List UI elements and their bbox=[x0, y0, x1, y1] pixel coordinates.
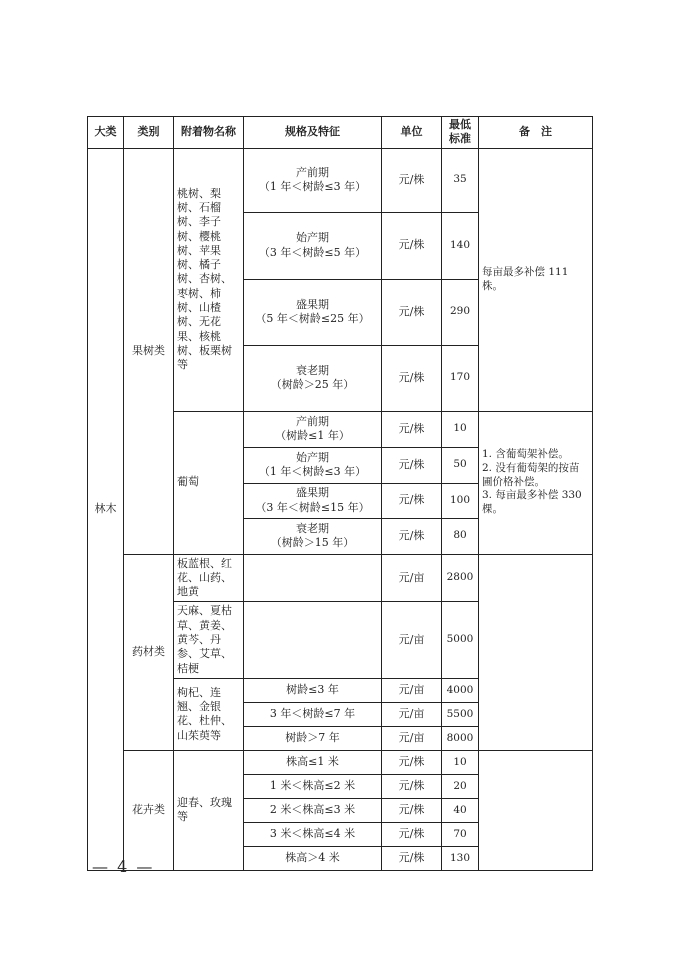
unit-cell: 元/株 bbox=[382, 846, 442, 870]
header-min-standard bbox=[442, 117, 479, 149]
spec-stage: 始产期 bbox=[296, 231, 329, 245]
spec-stage: 产前期 bbox=[296, 414, 329, 428]
value-cell: 170 bbox=[442, 345, 479, 411]
header-spec: 规格及特征 bbox=[244, 117, 382, 149]
spec-stage: 产前期 bbox=[296, 165, 329, 179]
remark-flowers bbox=[479, 750, 593, 870]
value-cell: 290 bbox=[442, 279, 479, 345]
unit-cell: 元/亩 bbox=[382, 702, 442, 726]
value-cell: 20 bbox=[442, 774, 479, 798]
value-cell: 130 bbox=[442, 846, 479, 870]
header-unit: 单位 bbox=[382, 117, 442, 149]
spec-stage: 衰老期 bbox=[296, 521, 329, 535]
major-category: 林木 bbox=[88, 148, 124, 870]
spec-stage: 始产期 bbox=[296, 450, 329, 464]
value-cell: 10 bbox=[442, 750, 479, 774]
table-row bbox=[88, 148, 593, 212]
header-item: 附着物名称 bbox=[174, 117, 244, 149]
unit-cell: 元/株 bbox=[382, 345, 442, 411]
unit-cell: 元/株 bbox=[382, 148, 442, 212]
header-row bbox=[88, 117, 593, 149]
table-row bbox=[88, 554, 593, 602]
spec-range: （1 年＜树龄≤3 年） bbox=[258, 180, 367, 194]
spec-cell: 3 米＜株高≤4 米 bbox=[244, 822, 382, 846]
category-flowers: 花卉类 bbox=[124, 750, 174, 870]
fruit-item-1: 桃树、梨树、石榴树、李子树、樱桃树、苹果树、橘子树、杏树、枣树、柿树、山楂树、无花果、核桃树、板栗树等 bbox=[174, 148, 244, 411]
spec-cell: 株高≤1 米 bbox=[244, 750, 382, 774]
value-cell: 80 bbox=[442, 518, 479, 554]
value-cell: 10 bbox=[442, 411, 479, 447]
value-cell: 2800 bbox=[442, 554, 479, 602]
value-cell: 8000 bbox=[442, 726, 479, 750]
remark-line: 2. 没有葡萄架的按苗圃价格补偿。 bbox=[482, 462, 580, 488]
herb-item-3: 枸杞、连翘、金银花、杜仲、山茱萸等 bbox=[174, 678, 244, 750]
value-cell: 100 bbox=[442, 483, 479, 518]
unit-cell: 元/亩 bbox=[382, 726, 442, 750]
spec-range: （1 年＜树龄≤3 年） bbox=[258, 465, 367, 479]
header-category: 类别 bbox=[124, 117, 174, 149]
unit-cell: 元/株 bbox=[382, 822, 442, 846]
header-major: 大类 bbox=[88, 117, 124, 149]
value-cell: 5500 bbox=[442, 702, 479, 726]
spec-stage: 盛果期 bbox=[296, 486, 329, 500]
unit-cell: 元/株 bbox=[382, 483, 442, 518]
value-cell: 50 bbox=[442, 447, 479, 483]
remark-fruit-2 bbox=[479, 411, 593, 554]
unit-cell: 元/株 bbox=[382, 750, 442, 774]
category-herbs: 药材类 bbox=[124, 554, 174, 750]
unit-cell: 元/亩 bbox=[382, 554, 442, 602]
unit-cell: 元/株 bbox=[382, 518, 442, 554]
unit-cell: 元/株 bbox=[382, 411, 442, 447]
unit-cell: 元/株 bbox=[382, 279, 442, 345]
header-min-line2: 标准 bbox=[449, 132, 471, 146]
header-min-line1: 最低 bbox=[449, 118, 471, 131]
spec-cell bbox=[244, 345, 382, 411]
spec-cell bbox=[244, 518, 382, 554]
value-cell: 40 bbox=[442, 798, 479, 822]
table-row bbox=[88, 750, 593, 774]
spec-cell bbox=[244, 483, 382, 518]
spec-cell bbox=[244, 554, 382, 602]
spec-cell: 树龄≤3 年 bbox=[244, 678, 382, 702]
flower-item: 迎春、玫瑰等 bbox=[174, 750, 244, 870]
spec-cell bbox=[244, 602, 382, 678]
value-cell: 70 bbox=[442, 822, 479, 846]
spec-cell: 3 年＜树龄≤7 年 bbox=[244, 702, 382, 726]
spec-range: （树龄＞15 年） bbox=[270, 536, 355, 550]
unit-cell: 元/株 bbox=[382, 774, 442, 798]
spec-stage: 盛果期 bbox=[296, 297, 329, 311]
spec-range: （树龄≤1 年） bbox=[275, 429, 350, 443]
spec-range: （3 年＜树龄≤15 年） bbox=[255, 500, 370, 514]
unit-cell: 元/株 bbox=[382, 447, 442, 483]
category-fruit: 果树类 bbox=[124, 148, 174, 554]
remark-fruit-1: 每亩最多补偿 111 株。 bbox=[479, 148, 593, 411]
spec-cell bbox=[244, 447, 382, 483]
herb-item-2: 天麻、夏枯草、黄姜、黄芩、丹参、艾草、桔梗 bbox=[174, 602, 244, 678]
spec-cell bbox=[244, 148, 382, 212]
spec-cell: 2 米＜株高≤3 米 bbox=[244, 798, 382, 822]
unit-cell: 元/亩 bbox=[382, 602, 442, 678]
page-number: — 4 — bbox=[92, 857, 155, 876]
remark-line: 1. 含葡萄架补偿。 bbox=[482, 448, 569, 461]
value-cell: 4000 bbox=[442, 678, 479, 702]
spec-cell: 树龄＞7 年 bbox=[244, 726, 382, 750]
value-cell: 5000 bbox=[442, 602, 479, 678]
spec-range: （3 年＜树龄≤5 年） bbox=[258, 245, 367, 259]
remark-herbs bbox=[479, 554, 593, 750]
unit-cell: 元/株 bbox=[382, 798, 442, 822]
fruit-item-2: 葡萄 bbox=[174, 411, 244, 554]
unit-cell: 元/株 bbox=[382, 212, 442, 279]
header-remark: 备 注 bbox=[479, 117, 593, 149]
unit-cell: 元/亩 bbox=[382, 678, 442, 702]
spec-cell: 株高＞4 米 bbox=[244, 846, 382, 870]
value-cell: 140 bbox=[442, 212, 479, 279]
remark-line: 3. 每亩最多补偿 330 棵。 bbox=[482, 489, 582, 516]
herb-item-1: 板蓝根、红花、山药、地黄 bbox=[174, 554, 244, 602]
spec-cell bbox=[244, 411, 382, 447]
value-cell: 35 bbox=[442, 148, 479, 212]
spec-cell bbox=[244, 212, 382, 279]
spec-range: （树龄＞25 年） bbox=[270, 378, 355, 392]
compensation-table bbox=[87, 116, 593, 871]
spec-stage: 衰老期 bbox=[296, 363, 329, 377]
spec-cell: 1 米＜株高≤2 米 bbox=[244, 774, 382, 798]
spec-range: （5 年＜树龄≤25 年） bbox=[255, 312, 370, 326]
spec-cell bbox=[244, 279, 382, 345]
